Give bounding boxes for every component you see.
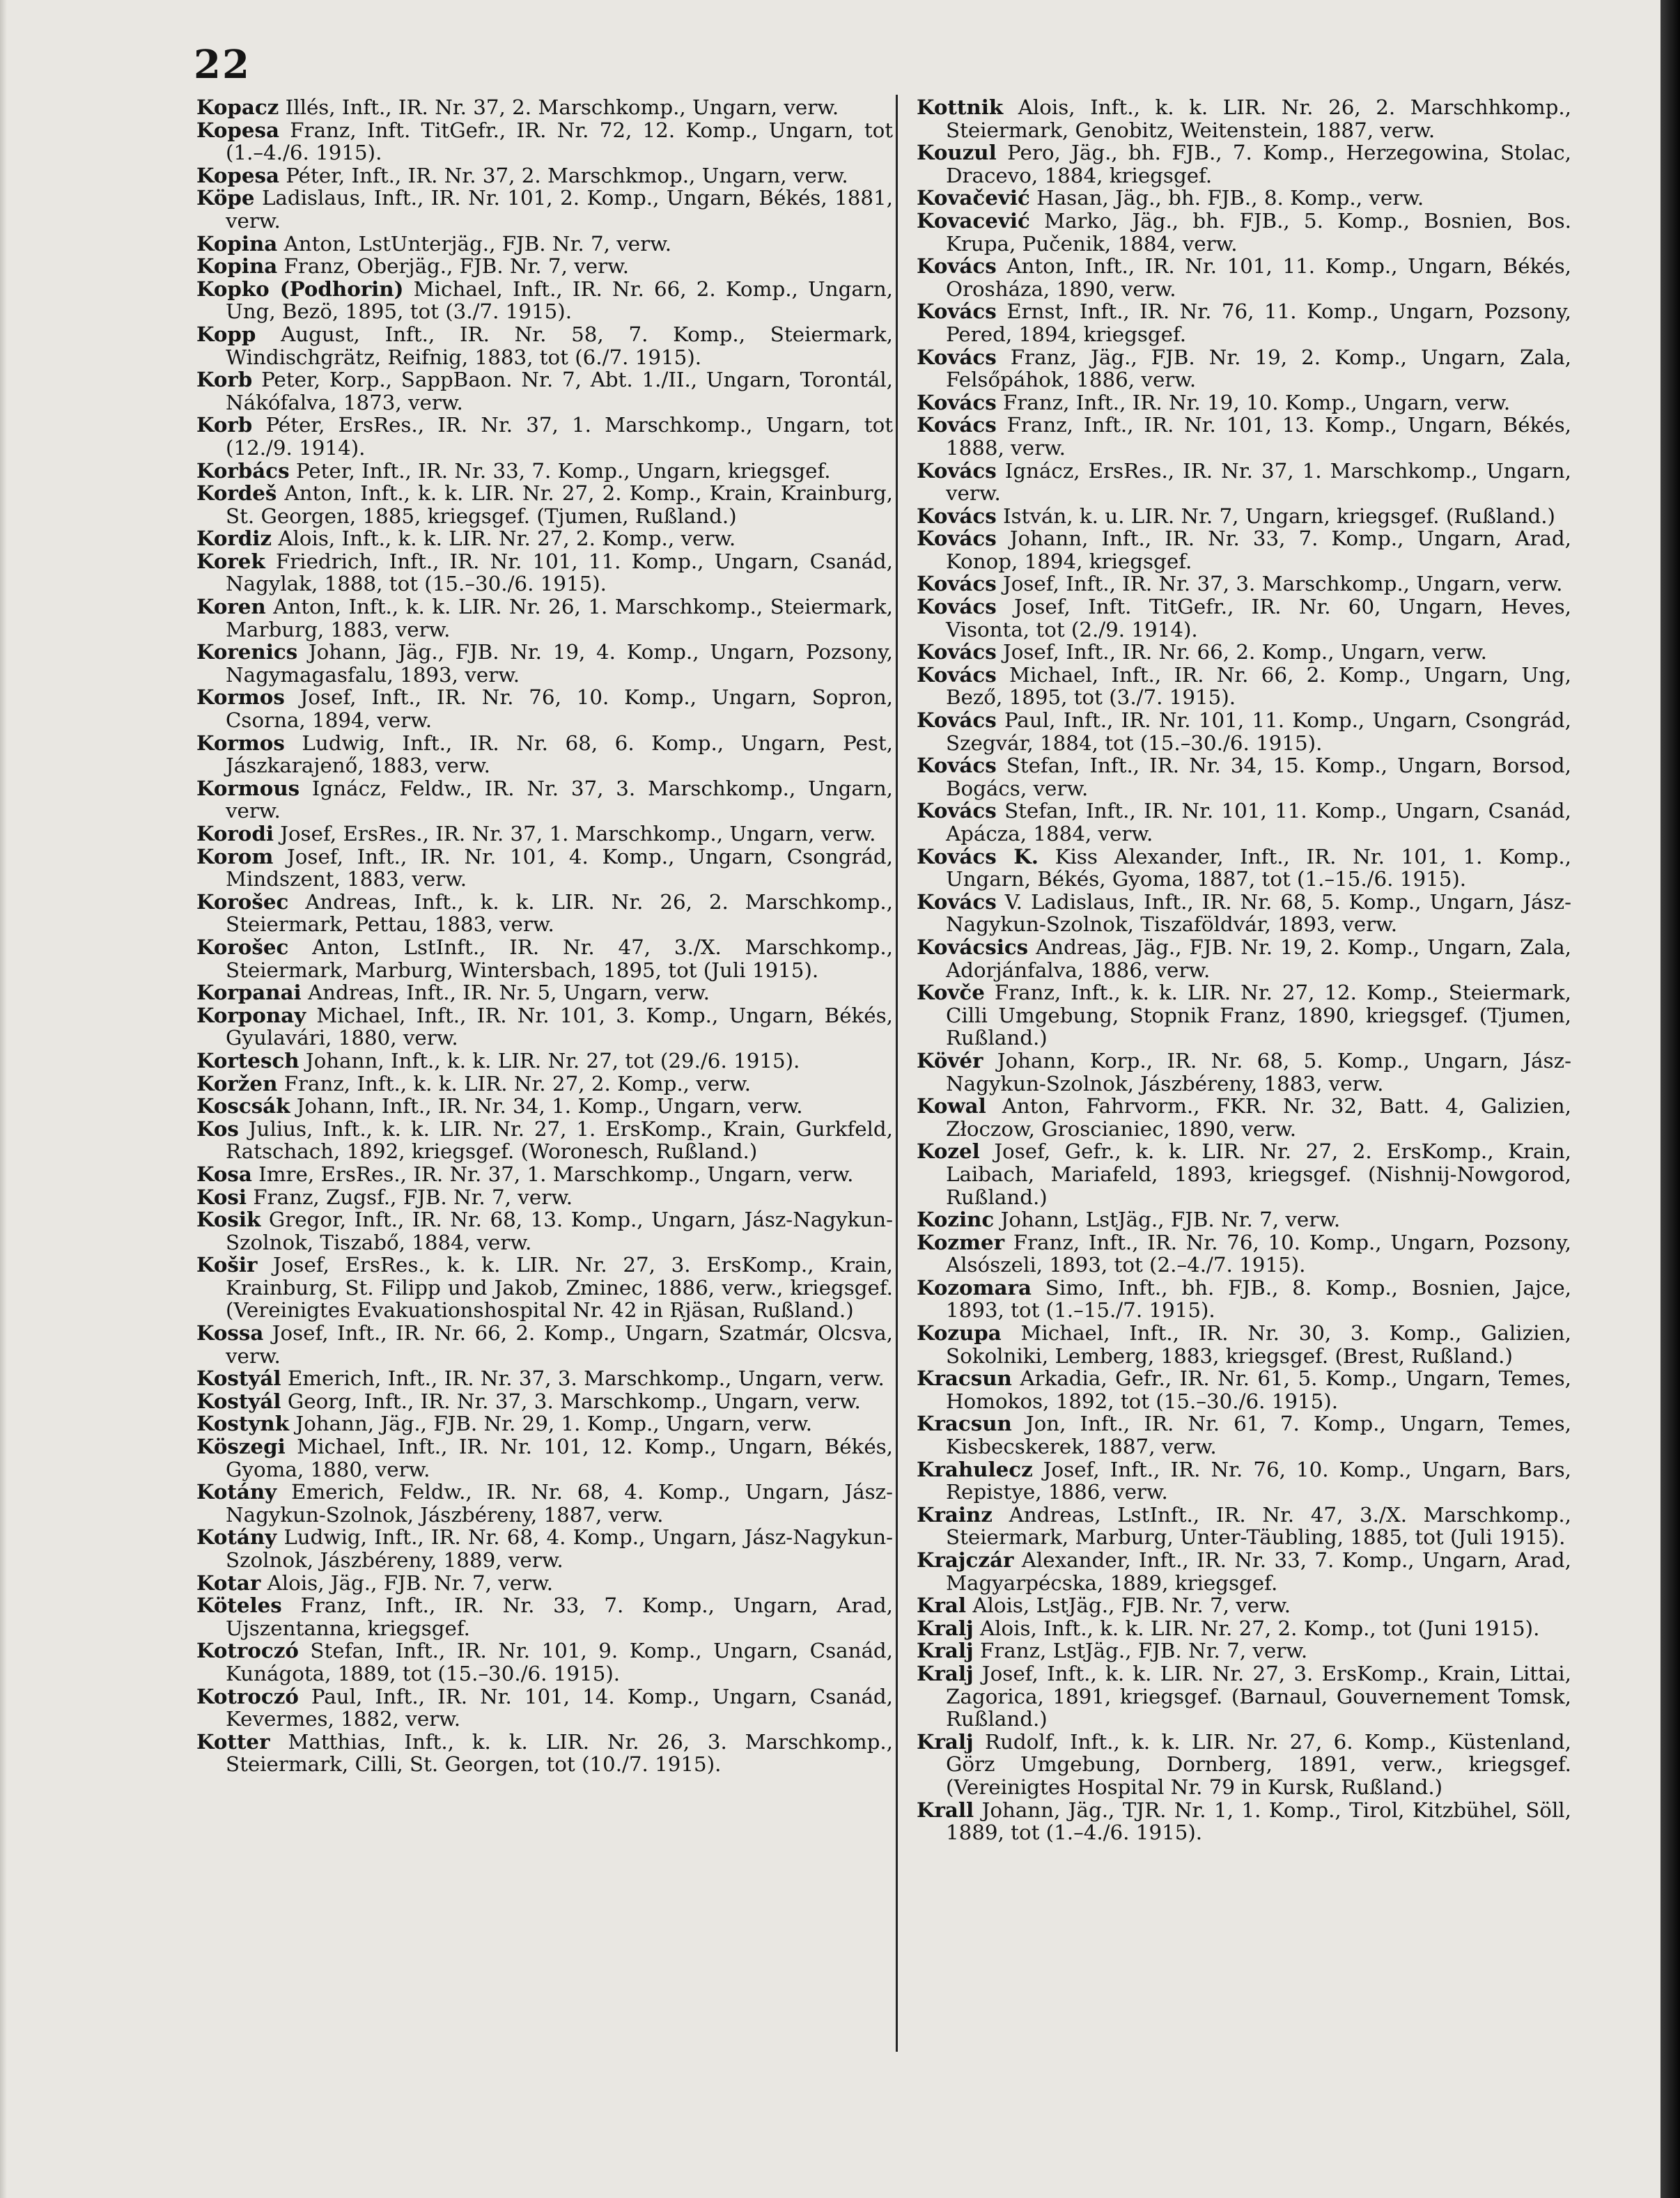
list-item	[917, 1639, 1571, 1662]
list-item	[917, 1047, 1571, 1096]
list-item	[196, 1572, 893, 1595]
entry-details: Josef, Inft., IR. Nr. 66, 2. Komp., Ungarn, Szatmár, Olcsva, verw.	[226, 1321, 893, 1368]
entry-surname: Kos	[196, 1116, 239, 1141]
entry-surname: Kosik	[196, 1207, 261, 1232]
entry-details: Emerich, Inft., IR. Nr. 37, 3. Marschkomp., Ungarn, verw.	[281, 1366, 885, 1391]
entry-details: Michael, Inft., IR. Nr. 101, 3. Komp., Ungarn, Békés, Gyulavári, 1880, verw.	[226, 1003, 893, 1050]
entry-details: Johann, Jäg., FJB. Nr. 29, 1. Komp., Ungarn, verw.	[289, 1412, 813, 1436]
entry-surname: Kordeš	[196, 481, 277, 506]
entry-details: Franz, Inft., IR. Nr. 19, 10. Komp., Ungarn, verw.	[996, 390, 1511, 414]
entry-details: Ludwig, Inft., IR. Nr. 68, 6. Komp., Ungarn, Pest, Jászkarajenő, 1883, verw.	[226, 731, 893, 778]
entry-surname: Köszegi	[196, 1434, 286, 1459]
entry-surname: Kovács	[917, 254, 997, 279]
entry-details: Anton, Inft., k. k. LIR. Nr. 26, 1. Marschkomp., Steiermark, Marburg, 1883, verw.	[226, 595, 893, 641]
list-item	[196, 1412, 893, 1435]
entry-surname: Kopko (Podhorin)	[196, 276, 404, 301]
list-item	[917, 460, 1571, 505]
scan-edge-left	[0, 0, 7, 2198]
entry-surname: Kovács K.	[917, 843, 1039, 868]
list-item	[196, 1004, 893, 1050]
list-item	[196, 1685, 893, 1731]
entry-surname: Kracsun	[917, 1366, 1012, 1391]
list-item	[917, 1617, 1571, 1640]
list-item	[917, 505, 1571, 528]
entry-details: Ignácz, ErsRes., IR. Nr. 37, 1. Marschkomp., Ungarn, verw.	[946, 458, 1571, 506]
entry-surname: Kopp	[196, 321, 256, 346]
entry-surname: Kovács	[917, 458, 997, 483]
entry-surname: Koržen	[196, 1070, 278, 1096]
entry-details: Simo, Inft., bh. FJB., 8. Komp., Bosnien, Jajce, 1893, tot (1.–15./7. 1915).	[946, 1275, 1571, 1323]
list-item	[917, 414, 1571, 459]
list-item	[917, 754, 1571, 800]
list-item	[917, 1322, 1571, 1367]
entry-details: Peter, Korp., SappBaon. Nr. 7, Abt. 1./II., Ungarn, Torontál, Nákófalva, 1873, verw.	[226, 368, 893, 414]
entry-details: Franz, Inft., IR. Nr. 101, 13. Komp., Ungarn, Békés, 1888, verw.	[946, 413, 1571, 460]
list-item	[917, 1367, 1571, 1412]
entry-surname: Kovács	[917, 708, 997, 733]
list-item	[917, 595, 1571, 641]
list-item	[917, 891, 1571, 936]
entry-details: Ernst, Inft., IR. Nr. 76, 11. Komp., Ungarn, Pozsony, Pered, 1894, kriegsgef.	[946, 299, 1571, 346]
list-item	[196, 1526, 893, 1571]
entry-surname: Korom	[196, 843, 274, 868]
entry-surname: Kostyál	[196, 1366, 281, 1391]
entry-surname: Köteles	[196, 1593, 282, 1618]
entry-surname: Kovács	[917, 571, 997, 596]
list-item	[196, 550, 893, 595]
entry-surname: Kortesch	[196, 1047, 300, 1073]
entry-details: Franz, Inft., IR. Nr. 33, 7. Komp., Ungarn, Arad, Ujszentanna, kriegsgef.	[226, 1593, 893, 1640]
entry-details: Andreas, LstInft., IR. Nr. 47, 3./X. Marschkomp., Steiermark, Marburg, Unter-Täubling, 1885, tot (Juli 1915).	[946, 1502, 1571, 1550]
list-item	[196, 686, 893, 731]
entry-surname: Kormous	[196, 775, 300, 800]
list-item	[917, 1731, 1571, 1799]
entry-details: August, Inft., IR. Nr. 58, 7. Komp., Steiermark, Windischgrätz, Reifnig, 1883, tot (6./7. 1915).	[226, 322, 893, 369]
entry-surname: Korponay	[196, 1002, 306, 1027]
list-item	[196, 527, 893, 550]
entry-details: Stefan, Inft., IR. Nr. 101, 11. Komp., Ungarn, Csanád, Apácza, 1884, verw.	[946, 799, 1571, 845]
entry-details: Johann, Jäg., FJB. Nr. 19, 4. Komp., Ungarn, Pozsony, Nagymagasfalu, 1893, verw.	[226, 640, 893, 687]
entry-details: Alois, Inft., k. k. LIR. Nr. 27, 2. Komp., tot (Juni 1915).	[973, 1616, 1540, 1640]
list-item	[917, 1799, 1571, 1844]
entry-surname: Kovče	[917, 980, 985, 1005]
entry-surname: Kotar	[196, 1570, 261, 1595]
entry-details: Emerich, Feldw., IR. Nr. 68, 4. Komp., Ungarn, Jász-Nagykun-Szolnok, Jászbéreny, 1887, verw.	[226, 1480, 893, 1527]
entry-surname: Köpe	[196, 185, 255, 210]
entry-surname: Kottnik	[917, 95, 1004, 119]
entry-details: Michael, Inft., IR. Nr. 101, 12. Komp., Ungarn, Békés, Gyoma, 1880, verw.	[226, 1435, 893, 1481]
entry-details: Franz, Inft. TitGefr., IR. Nr. 72, 12. Komp., Ungarn, tot (1.–4./6. 1915).	[226, 118, 893, 165]
list-item	[196, 1047, 893, 1073]
entry-surname: Korodi	[196, 821, 274, 845]
entry-details: Johann, LstJäg., FJB. Nr. 7, verw.	[994, 1208, 1341, 1232]
entry-details: István, k. u. LIR. Nr. 7, Ungarn, kriegsgef. (Rußland.)	[996, 504, 1555, 528]
list-item	[917, 664, 1571, 709]
entry-details: Marko, Jäg., bh. FJB., 5. Komp., Bosnien, Bos. Krupa, Pučenik, 1884, verw.	[946, 208, 1571, 256]
entry-surname: Košir	[196, 1252, 258, 1277]
entry-surname: Kovácsics	[917, 934, 1029, 959]
entry-details: Stefan, Inft., IR. Nr. 34, 15. Komp., Ungarn, Borsod, Bogács, verw.	[946, 754, 1571, 800]
list-item	[196, 460, 893, 483]
entry-details: Imre, ErsRes., IR. Nr. 37, 1. Marschkomp., Ungarn, verw.	[251, 1162, 854, 1186]
entry-details: Alois, Jäg., FJB. Nr. 7, verw.	[260, 1570, 554, 1595]
entry-details: Rudolf, Inft., k. k. LIR. Nr. 27, 6. Komp., Küstenland, Görz Umgebung, Dornberg, 1891, verw., kriegsgef. (Vereinigtes Hospital Nr. 79 in Kursk, Rußland.)	[946, 1729, 1571, 1799]
entry-surname: Kopina	[196, 231, 278, 256]
entry-surname: Kralj	[917, 1729, 974, 1754]
right-column	[917, 96, 1571, 1844]
entry-details: Gregor, Inft., IR. Nr. 68, 13. Komp., Ungarn, Jász-Nagykun-Szolnok, Tiszabő, 1884, verw.	[226, 1208, 893, 1254]
entry-surname: Kostyál	[196, 1388, 281, 1413]
list-item	[196, 1322, 893, 1367]
scan-edge-right	[1660, 0, 1680, 2198]
entry-details: Michael, Inft., IR. Nr. 30, 3. Komp., Galizien, Sokolniki, Lemberg, 1883, kriegsgef. (Brest, Rußland.)	[946, 1321, 1571, 1368]
list-item	[196, 96, 893, 119]
list-item	[917, 1662, 1571, 1731]
entry-details: Anton, LstInft., IR. Nr. 47, 3./X. Marschkomp., Steiermark, Marburg, Wintersbach, 1895, tot (Juli 1915).	[226, 935, 893, 982]
list-item	[917, 800, 1571, 845]
entry-surname: Kostynk	[196, 1411, 290, 1436]
list-item	[196, 1208, 893, 1254]
entry-surname: Korek	[196, 548, 265, 573]
entry-surname: Kovács	[917, 526, 997, 551]
entry-surname: Kotány	[196, 1525, 277, 1550]
entry-surname: Kovács	[917, 639, 997, 664]
entry-details: Pero, Jäg., bh. FJB., 7. Komp., Herzegowina, Stolac, Dracevo, 1884, kriegsgef.	[946, 141, 1571, 187]
entry-surname: Krainz	[917, 1502, 993, 1527]
entry-surname: Kormos	[196, 730, 285, 755]
list-item	[196, 981, 893, 1004]
entry-details: Ladislaus, Inft., IR. Nr. 101, 2. Komp., Ungarn, Békés, 1881, verw.	[226, 186, 893, 233]
entry-details: Josef, Inft. TitGefr., IR. Nr. 60, Ungarn, Heves, Visonta, tot (2./9. 1914).	[946, 595, 1571, 641]
entry-surname: Kralj	[917, 1638, 974, 1663]
entry-details: Arkadia, Gefr., IR. Nr. 61, 5. Komp., Ungarn, Temes, Homokos, 1892, tot (15.–30./6. 1915).	[946, 1366, 1571, 1413]
entry-surname: Kowal	[917, 1093, 986, 1119]
entry-details: Anton, Inft., k. k. LIR. Nr. 27, 2. Komp., Krain, Krainburg, St. Georgen, 1885, kriegsgef. (Tjumen, Rußland.)	[226, 481, 893, 528]
entry-surname: Kosi	[196, 1184, 247, 1209]
list-item	[917, 1594, 1571, 1617]
entry-surname: Kovacević	[917, 208, 1030, 233]
list-item	[917, 936, 1571, 981]
list-item	[196, 595, 893, 641]
entry-surname: Kövér	[917, 1047, 983, 1073]
entry-details: Jon, Inft., IR. Nr. 61, 7. Komp., Ungarn, Temes, Kisbecskerek, 1887, verw.	[946, 1412, 1571, 1459]
entry-surname: Kossa	[196, 1320, 264, 1346]
list-item	[196, 1390, 893, 1413]
entry-surname: Kopesa	[196, 162, 279, 187]
list-item	[196, 1367, 893, 1390]
list-item	[196, 823, 893, 845]
entry-surname: Kovács	[917, 344, 997, 369]
entry-details: Alois, Inft., k. k. LIR. Nr. 26, 2. Marschhkomp., Steiermark, Genobitz, Weitenstein, 1887, verw.	[946, 95, 1571, 142]
list-item	[196, 936, 893, 981]
entry-surname: Kovačević	[917, 185, 1030, 210]
entry-details: Josef, Inft., k. k. LIR. Nr. 27, 3. ErsKomp., Krain, Littai, Zagorica, 1891, kriegsgef. (Barnaul, Gouvernement Tomsk, Rußland.)	[946, 1661, 1571, 1731]
entry-surname: Korb	[196, 412, 253, 437]
entry-surname: Kozupa	[917, 1320, 1002, 1346]
list-item	[917, 187, 1571, 210]
entry-surname: Kotter	[196, 1729, 270, 1754]
entry-details: Franz, Inft., IR. Nr. 76, 10. Komp., Ungarn, Pozsony, Alsószeli, 1893, tot (2.–4./7. 1915).	[946, 1230, 1571, 1277]
entry-surname: Krall	[917, 1797, 974, 1822]
entry-surname: Korenics	[196, 639, 298, 664]
entry-details: Andreas, Inft., IR. Nr. 5, Ungarn, verw.	[301, 981, 710, 1005]
entry-surname: Kopesa	[196, 117, 279, 142]
entry-surname: Kovács	[917, 753, 997, 778]
entry-surname: Koren	[196, 594, 266, 619]
entry-details: Josef, Inft., IR. Nr. 76, 10. Komp., Ungarn, Bars, Repistye, 1886, verw.	[946, 1457, 1571, 1504]
entry-details: Franz, Jäg., FJB. Nr. 19, 2. Komp., Ungarn, Zala, Felsőpáhok, 1886, verw.	[946, 345, 1571, 392]
list-item	[917, 1208, 1571, 1231]
entry-details: Franz, Inft., k. k. LIR. Nr. 27, 2. Komp., verw.	[277, 1071, 752, 1096]
entry-surname: Kracsun	[917, 1411, 1012, 1436]
entry-surname: Kozmer	[917, 1229, 1005, 1254]
list-item	[196, 1435, 893, 1481]
list-item	[196, 119, 893, 164]
list-item	[196, 1163, 893, 1186]
entry-details: Michael, Inft., IR. Nr. 66, 2. Komp., Ungarn, Ung, Bező, 1895, tot (3./7. 1915).	[946, 662, 1571, 710]
entry-surname: Krajczár	[917, 1548, 1014, 1572]
list-item	[917, 391, 1571, 414]
list-item	[196, 732, 893, 777]
list-item	[196, 233, 893, 256]
entry-details: Péter, ErsRes., IR. Nr. 37, 1. Marschkomp., Ungarn, tot (12./9. 1914).	[226, 413, 893, 460]
entry-surname: Kral	[917, 1593, 967, 1618]
entry-surname: Kouzul	[917, 140, 997, 165]
entry-details: Alois, LstJäg., FJB. Nr. 7, verw.	[966, 1593, 1291, 1618]
entry-surname: Kotroczó	[196, 1683, 299, 1708]
entry-details: Kiss Alexander, Inft., IR. Nr. 101, 1. Komp., Ungarn, Békés, Gyoma, 1887, tot (1.–15./6. 1915).	[946, 844, 1571, 891]
left-column	[196, 96, 893, 1776]
entry-details: Alexander, Inft., IR. Nr. 33, 7. Komp., Ungarn, Arad, Magyarpécska, 1889, kriegsgef.	[946, 1548, 1571, 1595]
entry-details: Franz, Zugsf., FJB. Nr. 7, verw.	[246, 1185, 573, 1209]
entry-details: Johann, Korp., IR. Nr. 68, 5. Komp., Ungarn, Jász-Nagykun-Szolnok, Jászbéreny, 1883, verw.	[946, 1048, 1571, 1096]
entry-details: Johann, Inft., IR. Nr. 34, 1. Komp., Ungarn, verw.	[290, 1094, 803, 1119]
entry-details: Josef, Gefr., k. k. LIR. Nr. 27, 2. ErsKomp., Krain, Laibach, Mariafeld, 1893, kriegsgef. (Nishnij-Nowgorod, Rußland.)	[946, 1139, 1571, 1209]
list-item	[917, 1549, 1571, 1594]
entry-details: Matthias, Inft., k. k. LIR. Nr. 26, 3. Marschkomp., Steiermark, Cilli, St. Georgen, tot (10./7. 1915).	[226, 1729, 893, 1777]
entry-details: Michael, Inft., IR. Nr. 66, 2. Komp., Ungarn, Ung, Bezö, 1895, tot (3./7. 1915).	[226, 276, 893, 324]
list-item	[196, 1594, 893, 1639]
entry-details: V. Ladislaus, Inft., IR. Nr. 68, 5. Komp., Ungarn, Jász-Nagykun-Szolnok, Tiszaföldvár, 1893, verw.	[946, 889, 1571, 937]
entry-surname: Kovács	[917, 503, 997, 528]
entry-surname: Koscsák	[196, 1093, 290, 1119]
entry-details: Andreas, Inft., k. k. LIR. Nr. 26, 2. Marschkomp., Steiermark, Pettau, 1883, verw.	[226, 889, 893, 937]
entry-surname: Kozomara	[917, 1275, 1032, 1300]
list-item	[917, 1095, 1571, 1140]
list-item	[196, 1070, 893, 1096]
entry-surname: Kovács	[917, 299, 997, 324]
list-item	[917, 1458, 1571, 1504]
list-item	[917, 1140, 1571, 1208]
list-item	[196, 368, 893, 414]
entry-details: Franz, LstJäg., FJB. Nr. 7, verw.	[973, 1639, 1308, 1663]
list-item	[917, 1231, 1571, 1277]
list-item	[196, 187, 893, 232]
entry-surname: Korošec	[196, 889, 289, 914]
entry-details: Hasan, Jäg., bh. FJB., 8. Komp., verw.	[1029, 186, 1424, 210]
entry-details: Franz, Inft., k. k. LIR. Nr. 27, 12. Komp., Steiermark, Cilli Umgebung, Stopnik Franz, 1890, kriegsgef. (Tjumen, Rußland.)	[946, 981, 1571, 1050]
list-item	[917, 141, 1571, 187]
list-item	[196, 414, 893, 459]
entry-surname: Korpanai	[196, 980, 302, 1005]
entry-details: Anton, Fahrvorm., FKR. Nr. 32, Batt. 4, Galizien, Złoczow, Groscianiec, 1890, verw.	[946, 1094, 1571, 1141]
entry-surname: Kotány	[196, 1479, 277, 1504]
list-item	[196, 278, 893, 323]
list-item	[917, 1277, 1571, 1322]
entry-surname: Kralj	[917, 1615, 974, 1640]
entry-details: Anton, LstUnterjäg., FJB. Nr. 7, verw.	[277, 231, 672, 256]
list-item	[196, 482, 893, 527]
entry-details: Josef, ErsRes., IR. Nr. 37, 1. Marschkomp., Ungarn, verw.	[273, 822, 876, 845]
entry-surname: Kovács	[917, 798, 997, 823]
list-item	[917, 255, 1571, 300]
entry-surname: Kovács	[917, 889, 997, 914]
list-item	[917, 346, 1571, 391]
entry-surname: Korb	[196, 367, 253, 392]
entry-details: Johann, Inft., k. k. LIR. Nr. 27, tot (29./6. 1915).	[299, 1048, 800, 1073]
list-item	[917, 709, 1571, 754]
entry-details: Josef, Inft., IR. Nr. 37, 3. Marschkomp., Ungarn, verw.	[996, 572, 1563, 596]
entry-surname: Kovács	[917, 389, 997, 414]
entry-surname: Krahulecz	[917, 1456, 1033, 1481]
entry-surname: Kozinc	[917, 1207, 995, 1232]
list-item	[196, 641, 893, 686]
entry-details: Paul, Inft., IR. Nr. 101, 14. Komp., Ungarn, Csanád, Kevermes, 1882, verw.	[226, 1684, 893, 1731]
list-item	[917, 1504, 1571, 1549]
list-item	[917, 981, 1571, 1050]
entry-details: Illés, Inft., IR. Nr. 37, 2. Marschkomp., Ungarn, verw.	[279, 95, 839, 119]
entry-surname: Korbács	[196, 458, 290, 483]
entry-details: Paul, Inft., IR. Nr. 101, 11. Komp., Ungarn, Csongrád, Szegvár, 1884, tot (15.–30./6. 1915).	[946, 708, 1571, 755]
entry-details: Peter, Inft., IR. Nr. 33, 7. Komp., Ungarn, kriegsgef.	[289, 458, 831, 483]
list-item	[196, 323, 893, 368]
entry-details: Alois, Inft., k. k. LIR. Nr. 27, 2. Komp., verw.	[272, 527, 736, 551]
entry-surname: Kopacz	[196, 95, 279, 119]
list-item	[917, 572, 1571, 595]
entry-surname: Kovács	[917, 412, 997, 437]
list-item	[196, 1186, 893, 1209]
list-item	[196, 1095, 893, 1118]
entry-surname: Kormos	[196, 685, 285, 710]
list-item	[917, 210, 1571, 255]
entry-details: Ludwig, Inft., IR. Nr. 68, 4. Komp., Ungarn, Jász-Nagykun-Szolnok, Jászbéreny, 1889, verw.	[226, 1525, 893, 1572]
entry-details: Franz, Oberjäg., FJB. Nr. 7, verw.	[277, 254, 630, 279]
entry-surname: Korošec	[196, 934, 289, 959]
list-item	[196, 1731, 893, 1776]
entry-details: Anton, Inft., IR. Nr. 101, 11. Komp., Ungarn, Békés, Orosháza, 1890, verw.	[946, 254, 1571, 301]
list-item	[917, 641, 1571, 664]
entry-details: Stefan, Inft., IR. Nr. 101, 9. Komp., Ungarn, Csanád, Kunágota, 1889, tot (15.–30./6. 1915).	[226, 1639, 893, 1685]
entry-details: Johann, Inft., IR. Nr. 33, 7. Komp., Ungarn, Arad, Konop, 1894, kriegsgef.	[946, 527, 1571, 573]
list-item	[917, 527, 1571, 572]
entry-details: Julius, Inft., k. k. LIR. Nr. 27, 1. ErsKomp., Krain, Gurkfeld, Ratschach, 1892, kriegsgef. (Woronesch, Rußland.)	[226, 1116, 893, 1164]
entry-details: Josef, ErsRes., k. k. LIR. Nr. 27, 3. ErsKomp., Krain, Krainburg, St. Filipp und Jakob, Zminec, 1886, verw., kriegsgef. (Vereinigtes Evakuationshospital Nr. 42 in Rjäsan, Rußland.)	[226, 1253, 893, 1323]
entry-details: Ignácz, Feldw., IR. Nr. 37, 3. Marschkomp., Ungarn, verw.	[226, 776, 893, 823]
entry-details: Johann, Jäg., TJR. Nr. 1, 1. Komp., Tirol, Kitzbühel, Söll, 1889, tot (1.–4./6. 1915).	[946, 1798, 1571, 1845]
entry-surname: Kralj	[917, 1660, 974, 1685]
list-item	[917, 300, 1571, 345]
list-item	[196, 1639, 893, 1685]
entry-surname: Kordiz	[196, 526, 272, 551]
list-item	[196, 164, 893, 187]
entry-details: Josef, Inft., IR. Nr. 101, 4. Komp., Ungarn, Csongrád, Mindszent, 1883, verw.	[226, 844, 893, 891]
list-item	[196, 845, 893, 891]
list-item	[917, 1412, 1571, 1458]
list-item	[196, 777, 893, 823]
entry-surname: Kopina	[196, 254, 278, 279]
entry-surname: Kosa	[196, 1161, 252, 1186]
list-item	[196, 255, 893, 278]
entry-details: Georg, Inft., IR. Nr. 37, 3. Marschkomp., Ungarn, verw.	[281, 1389, 861, 1413]
list-item	[196, 1254, 893, 1322]
entry-surname: Kovács	[917, 594, 997, 619]
list-item	[917, 845, 1571, 891]
entry-details: Josef, Inft., IR. Nr. 66, 2. Komp., Ungarn, verw.	[996, 640, 1487, 664]
entry-surname: Kozel	[917, 1139, 980, 1164]
entry-details: Josef, Inft., IR. Nr. 76, 10. Komp., Ungarn, Sopron, Csorna, 1894, verw.	[226, 685, 893, 733]
entry-details: Friedrich, Inft., IR. Nr. 101, 11. Komp., Ungarn, Csanád, Nagylak, 1888, tot (15.–30./6. 1915).	[226, 549, 893, 596]
list-item	[917, 96, 1571, 141]
column-divider	[896, 95, 898, 2052]
entry-details: Andreas, Jäg., FJB. Nr. 19, 2. Komp., Ungarn, Zala, Adorjánfalva, 1886, verw.	[946, 935, 1571, 982]
entry-surname: Kovács	[917, 662, 997, 687]
list-item	[196, 1481, 893, 1526]
list-item	[196, 1118, 893, 1163]
entry-surname: Kotroczó	[196, 1638, 299, 1663]
page-number: 22	[194, 42, 251, 88]
entry-details: Péter, Inft., IR. Nr. 37, 2. Marschkmop., Ungarn, verw.	[279, 163, 848, 187]
list-item	[196, 891, 893, 936]
